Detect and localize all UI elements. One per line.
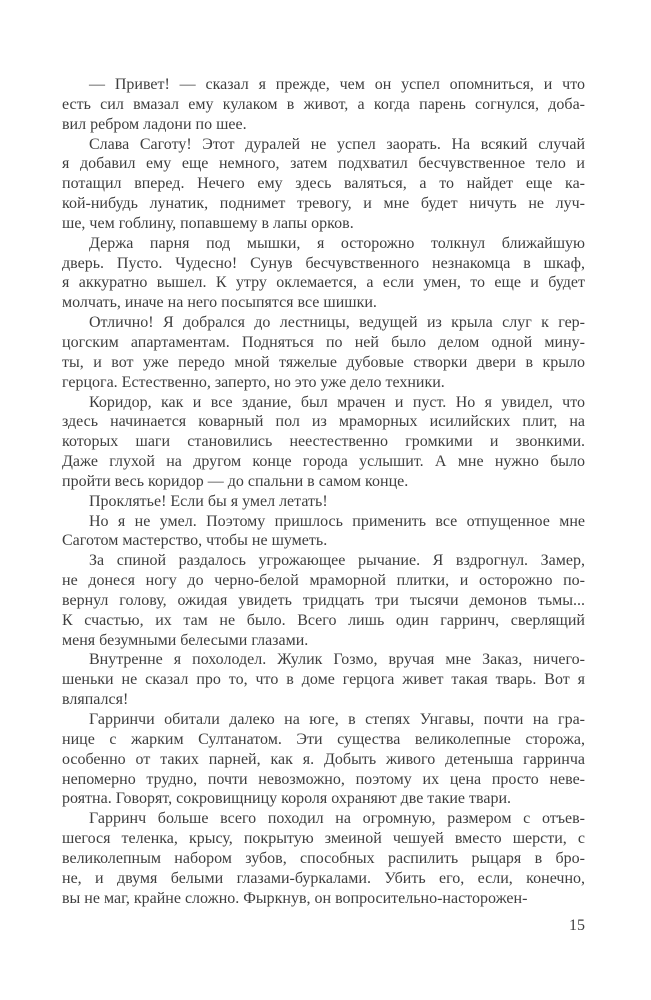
text-line: Внутренне я похолодел. Жулик Гозмо, вручая мне Заказ, ничего- bbox=[89, 651, 585, 669]
text-line: я аккуратно вышел. К утру оклемается, а если умен, то еще и будет bbox=[62, 274, 585, 292]
text-line: вы не маг, крайне сложно. Фыркнув, он вопросительно-насторожен- bbox=[62, 889, 528, 907]
text-line: Гарринч больше всего походил на огромную, размером с отъев- bbox=[89, 810, 585, 828]
text-line: герцога. Естественно, заперто, но это уже дело техники. bbox=[62, 373, 445, 391]
text-line: ты, и вот уже передо мной тяжелые дубовые створки двери в крыло bbox=[62, 353, 585, 371]
text-line: здесь начинается коварный пол из мраморных исилийских плит, на bbox=[62, 413, 585, 431]
text-line: Держа парня под мышки, я осторожно толкнул ближайшую bbox=[89, 234, 585, 252]
text-line: шегося теленка, крысу, покрытую змеиной чешуей вместо шерсти, с bbox=[62, 830, 585, 848]
text-line: я добавил ему еще немного, затем подхватил бесчувственное тело и bbox=[62, 155, 585, 173]
text-line: Саготом мастерство, чтобы не шуметь. bbox=[62, 532, 328, 550]
text-line: не донеся ногу до черно-белой мраморной плитки, и осторожно по- bbox=[62, 572, 585, 590]
text-line: великолепным набором зубов, способных распилить рыцаря в бро- bbox=[62, 849, 585, 867]
text-line: К счастью, их там не было. Всего лишь один гарринч, сверлящий bbox=[62, 611, 585, 629]
text-line: Отлично! Я добрался до лестницы, ведущей из крыла слуг к гер- bbox=[89, 314, 585, 332]
text-line: меня безумными белесыми глазами. bbox=[62, 631, 309, 649]
text-line: особенно от таких парней, как я. Добыть живого детеныша гарринча bbox=[62, 750, 585, 768]
text-line: ше, чем гоблину, попавшему в лапы орков. bbox=[62, 214, 354, 232]
text-line: пройти весь коридор — до спальни в самом конце. bbox=[62, 472, 409, 490]
text-line: Слава Саготу! Этот дуралей не успел заорать. На всякий случай bbox=[89, 135, 585, 153]
text-line: которых шаги становились неестественно громкими и звонкими. bbox=[62, 433, 585, 451]
text-line: потащил вперед. Нечего ему здесь валяться, а то найдет еще ка- bbox=[62, 175, 585, 193]
page-number: 15 bbox=[569, 917, 585, 935]
text-line: кой-нибудь лунатик, поднимет тревогу, и мне будет ничуть не луч- bbox=[62, 195, 585, 213]
text-line: Даже глухой на другом конце города услышит. А мне нужно было bbox=[62, 453, 585, 471]
text-line: непомерно трудно, почти невозможно, поэтому их цена просто неве- bbox=[62, 770, 585, 788]
text-line: Гарринчи обитали далеко на юге, в степях Унгавы, почти на гра- bbox=[89, 711, 585, 728]
text-line: вляпался! bbox=[62, 691, 129, 709]
text-line: не, и двумя белыми глазами-буркалами. Убить его, если, конечно, bbox=[62, 869, 585, 887]
body-text bbox=[62, 75, 585, 908]
text-line: Проклятье! Если бы я умел летать! bbox=[89, 492, 328, 510]
text-line: шеньки не сказал про то, что в доме герцога живет такая тварь. Вот я bbox=[62, 671, 585, 689]
text-line: молчать, иначе на него посыпятся все шишки. bbox=[62, 294, 377, 312]
text-line: вил ребром ладони по шее. bbox=[62, 115, 247, 133]
text-line: вернул голову, ожидая увидеть тридцать три тысячи демонов тьмы... bbox=[62, 591, 585, 609]
text-line: цогским апартаментам. Подняться по ней было делом одной мину- bbox=[62, 333, 585, 351]
text-line: За спиной раздалось угрожающее рычание. Я вздрогнул. Замер, bbox=[89, 552, 585, 570]
text-line: есть сил вмазал ему кулаком в живот, а когда парень согнулся, доба- bbox=[62, 95, 585, 113]
text-line: роятна. Говорят, сокровищницу короля охраняют две такие твари. bbox=[62, 790, 512, 808]
text-line: Коридор, как и все здание, был мрачен и пуст. Но я увидел, что bbox=[89, 393, 585, 411]
text-line: — Привет! — сказал я прежде, чем он успел опомниться, и что bbox=[89, 76, 585, 93]
text-line: дверь. Пусто. Чудесно! Сунув бесчувственного незнакомца в шкаф, bbox=[62, 254, 585, 272]
text-line: нице с жарким Султанатом. Эти существа великолепные сторожа, bbox=[62, 730, 585, 748]
text-line: Но я не умел. Поэтому пришлось применить все отпущенное мне bbox=[89, 512, 585, 530]
